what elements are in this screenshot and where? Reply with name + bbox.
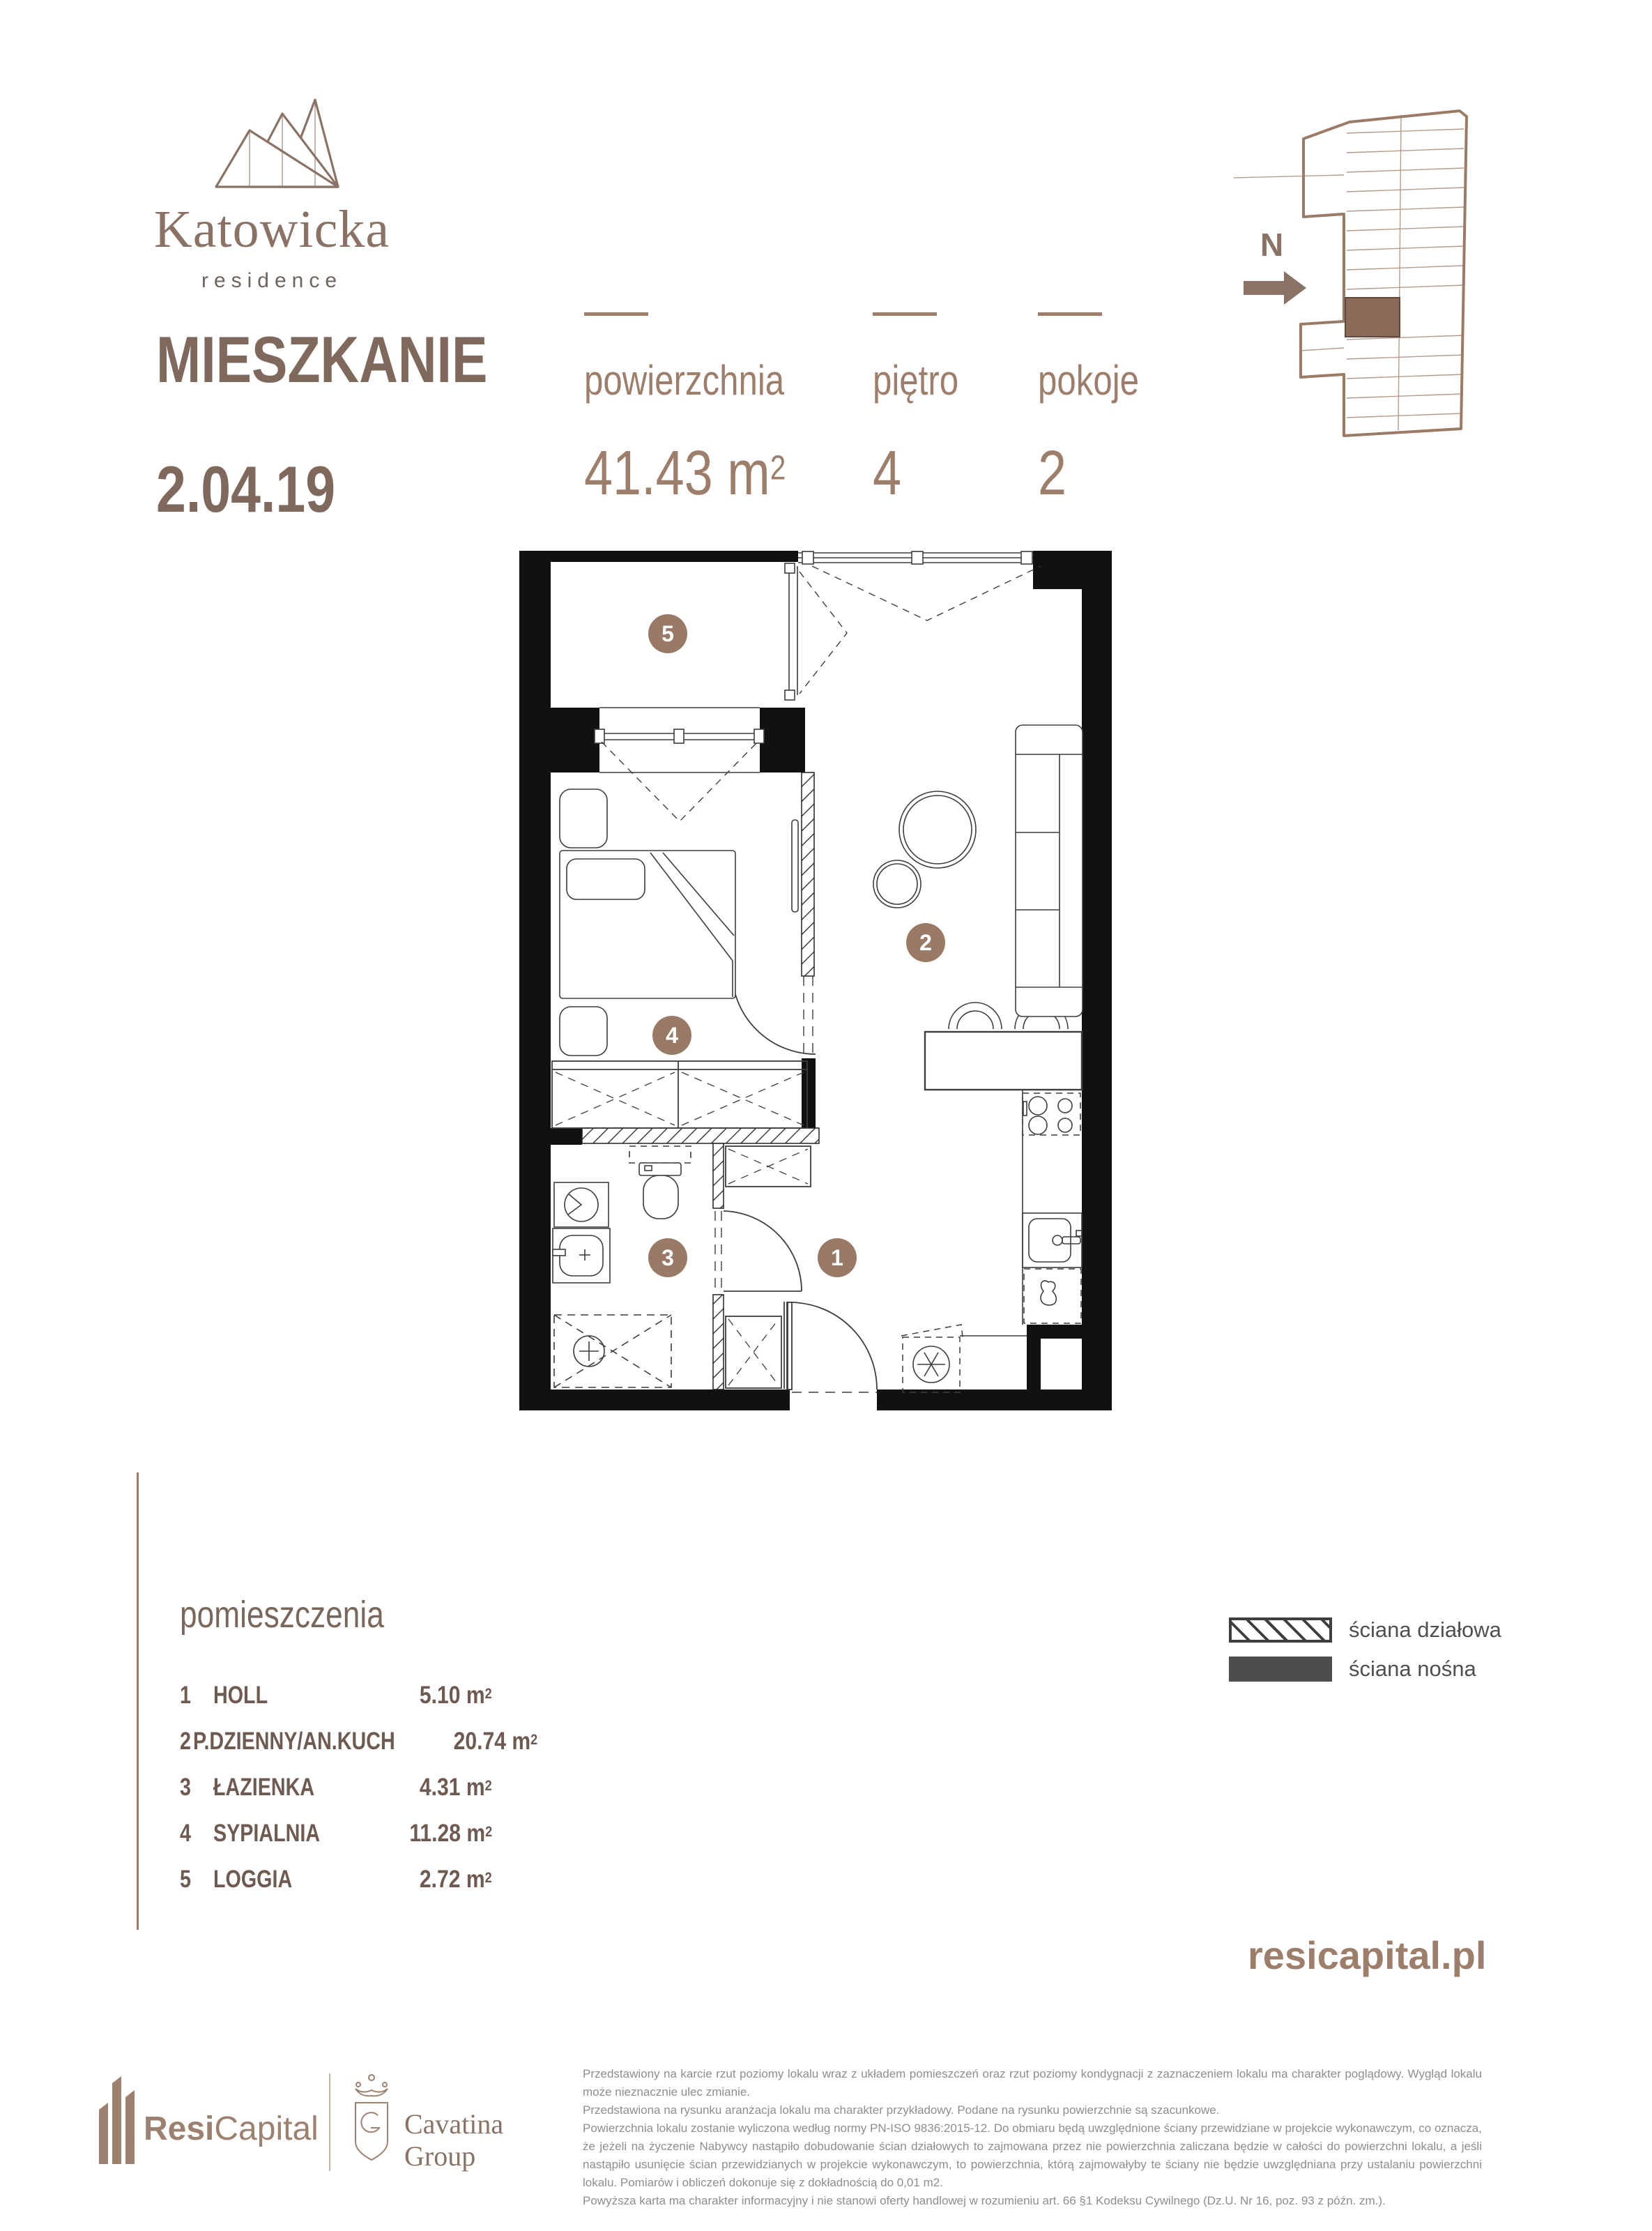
svg-text:5: 5	[661, 621, 674, 646]
page-title: MIESZKANIE	[156, 323, 488, 396]
section-rule	[137, 1472, 139, 1930]
badge-bathroom	[648, 1238, 687, 1277]
svg-text:N: N	[1260, 227, 1284, 263]
building-floor-minimap	[1234, 94, 1513, 457]
room-row: 4 SYPIALNIA 11.28 $m^2$	[180, 1820, 492, 1847]
room-row: 5 LOGGIA 2.72 $m^2$	[180, 1866, 492, 1893]
doors	[715, 970, 877, 1392]
room-row: 1 HOLL 5.10 $m^2$	[180, 1682, 492, 1709]
partition-wall-swatch	[1229, 1617, 1332, 1643]
cavatina-logo-icon	[350, 2072, 393, 2171]
badge-loggia	[648, 614, 687, 653]
rooms-heading: pomieszczenia	[180, 1594, 384, 1636]
badge-hall	[818, 1238, 857, 1277]
wall-legend	[1229, 1617, 1501, 1696]
building-outline	[1301, 111, 1467, 436]
svg-text:4: 4	[666, 1023, 678, 1048]
brand-subtitle: residence	[201, 269, 343, 292]
svg-text:2: 2	[919, 930, 932, 955]
legend-row-partition: ściana działowa	[1229, 1617, 1501, 1643]
bearing-wall-swatch	[1229, 1657, 1332, 1682]
stat-area: powierzchnia 41.43 $m^2$	[584, 312, 765, 510]
rooms-list	[180, 1682, 537, 1912]
stat-rule	[873, 312, 937, 316]
legal-disclaimer: Przedstawiony na karcie rzut poziomy lokalu wraz z układem pomieszczeń oraz rzut poziomy kondygnacji z zaznaczeniem lokalu ma charakter poglądowy. Wygląd lokalu może nieznacznie ulec zmianie. Przedstawiona na rysunku aranżacja lokalu ma charakter przykładowy. Podane na rysunku powierzchnie są szacunkowe. Powierzchnia lokalu zostanie wyliczona według normy PN-ISO 9836:2015-12. Do obmiaru będą uwzględnione ściany przewidziane w projekcie wykonawczym, co oznacza, że jeżeli na życzenie Nabywcy nastąpiło dobudowanie ścian działowych to zajmowana przez nie powierzchnia zaliczana będzie w całości do powierzchni lokalu, a jeśli nastąpiło usunięcie ścian przewidzianych w projekcie wykonawczym, to powierzchnia, którą zajmowałyby te ściany nie będzie uwzględniana przy ustalaniu powierzchni lokalu. Pomiarów i obliczeń dokonuje się z dokładnością do 0,01 m2. Powyższa karta ma charakter informacyjny i nie stanowi oferty handlowej w rozumieniu art. 66 §1 Kodeksu Cywilnego (Dz.U. Nr 16, poz. 93 z późn. zm.).	[583, 2067, 1482, 2207]
window-opening-marks	[602, 566, 1041, 821]
room-row: 2 P.DZIENNY/AN.KUCH 20.74 $m^2$	[180, 1728, 537, 1755]
windows	[595, 551, 1033, 772]
living-furniture	[873, 725, 1083, 1016]
bedroom-furniture	[560, 789, 798, 1056]
floorplan	[519, 551, 1112, 1410]
stat-rooms: pokoje 2	[1038, 312, 1219, 510]
brand-mountains-icon	[209, 94, 345, 188]
cavatina-logo-text: Cavatina Group	[404, 2108, 504, 2172]
stat-rule	[584, 312, 648, 316]
entry-niche	[1041, 1339, 1082, 1389]
highlighted-unit	[1345, 298, 1400, 337]
resicapital-logo-text: ResiCapital	[144, 2110, 319, 2147]
resicapital-logo-icon	[99, 2076, 135, 2165]
legend-row-bearing: ściana nośna	[1229, 1657, 1501, 1682]
room-row: 3 ŁAZIENKA 4.31 $m^2$	[180, 1774, 492, 1801]
brand-name: Katowicka	[153, 200, 390, 259]
badge-bedroom	[652, 1016, 691, 1055]
svg-text:3: 3	[661, 1245, 674, 1270]
footer-divider	[329, 2073, 330, 2171]
badge-living	[906, 923, 945, 962]
apartment-number: 2.04.19	[156, 452, 336, 526]
stat-rule	[1038, 312, 1102, 316]
north-indicator	[1244, 227, 1306, 305]
svg-text:1: 1	[831, 1245, 843, 1270]
stat-floor: piętro 4	[873, 312, 1054, 510]
website-url[interactable]: resicapital.pl	[1248, 1933, 1487, 1977]
